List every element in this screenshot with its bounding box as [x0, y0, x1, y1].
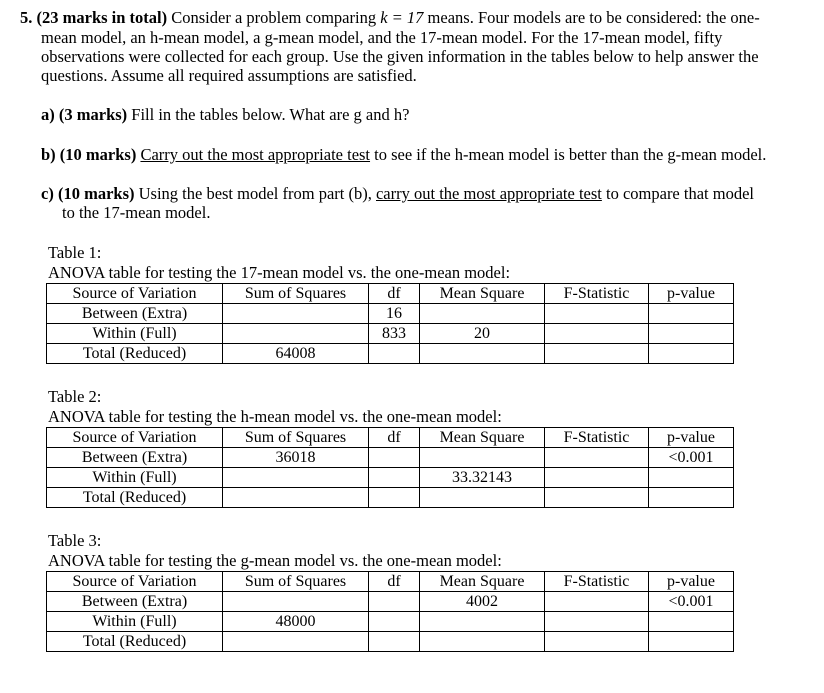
table-cell: [420, 448, 545, 468]
table3-header-row: [47, 572, 734, 592]
table-cell: 48000: [223, 612, 369, 632]
table-cell: [223, 304, 369, 324]
table-cell: [420, 632, 545, 652]
question-marks: (23 marks in total): [36, 8, 168, 27]
table-cell: [369, 468, 420, 488]
table-cell: [223, 632, 369, 652]
part-c-marks: (10 marks): [57, 184, 135, 203]
part-c-underlined: carry out the most appropriate test: [375, 184, 602, 203]
header-ss: Sum of Squares: [223, 428, 369, 448]
header-df: df: [369, 284, 420, 304]
header-p: p-value: [649, 428, 734, 448]
table-cell: [649, 304, 734, 324]
table-cell: [545, 468, 649, 488]
table1: [46, 283, 734, 364]
part-c-text-2: to compare that model: [606, 184, 754, 203]
table-cell: Between (Extra): [47, 448, 223, 468]
table1-header-row: [47, 284, 734, 304]
table-row: [47, 592, 734, 612]
part-c-line-2: to the 17-mean model.: [62, 203, 211, 222]
header-source: Source of Variation: [47, 284, 223, 304]
part-c: [41, 184, 754, 204]
header-f: F-Statistic: [545, 428, 649, 448]
header-source: Source of Variation: [47, 572, 223, 592]
table-cell: 833: [369, 324, 420, 344]
header-p: p-value: [649, 284, 734, 304]
question-line1-rest: Consider a problem comparing: [171, 8, 377, 27]
table-cell: 33.32143: [420, 468, 545, 488]
question-line-1: [20, 8, 760, 28]
table-cell: 64008: [223, 344, 369, 364]
table2: [46, 427, 734, 508]
table-cell: [369, 592, 420, 612]
table-row: [47, 304, 734, 324]
part-a-label: a): [41, 105, 55, 124]
table-cell: [545, 304, 649, 324]
question-number: 5.: [20, 8, 33, 27]
table-cell: [649, 324, 734, 344]
table2-label: Table 2:: [48, 387, 102, 406]
table-cell: Between (Extra): [47, 592, 223, 612]
question-line-2: mean model, an h-mean model, a g-mean model, and the 17-mean model. For the 17-mean model, fifty: [41, 28, 723, 47]
table-cell: Total (Reduced): [47, 488, 223, 508]
header-ms: Mean Square: [420, 572, 545, 592]
table-cell: 20: [420, 324, 545, 344]
table-cell: Total (Reduced): [47, 344, 223, 364]
table-cell: [223, 488, 369, 508]
table-cell: [649, 468, 734, 488]
table-cell: [420, 488, 545, 508]
table-row: [47, 632, 734, 652]
table-cell: [420, 304, 545, 324]
header-ms: Mean Square: [420, 284, 545, 304]
header-df: df: [369, 428, 420, 448]
table-cell: [223, 468, 369, 488]
table-cell: 4002: [420, 592, 545, 612]
header-df: df: [369, 572, 420, 592]
table-row: [47, 488, 734, 508]
question-line-4: questions. Assume all required assumptions are satisfied.: [41, 66, 417, 85]
table-cell: <0.001: [649, 592, 734, 612]
table3-label: Table 3:: [48, 531, 102, 550]
table-cell: 16: [369, 304, 420, 324]
table-cell: [545, 612, 649, 632]
header-f: F-Statistic: [545, 572, 649, 592]
table2-header-row: [47, 428, 734, 448]
question-line-3: observations were collected for each group. Use the given information in the tables below to help answer the: [41, 47, 759, 66]
table-cell: [649, 632, 734, 652]
table2-title: ANOVA table for testing the h-mean model vs. the one-mean model:: [48, 407, 502, 426]
table-cell: [649, 344, 734, 364]
table1-title: ANOVA table for testing the 17-mean model vs. the one-mean model:: [48, 263, 511, 282]
table1-label: Table 1:: [48, 243, 102, 262]
table-row: [47, 324, 734, 344]
header-ss: Sum of Squares: [223, 284, 369, 304]
table-cell: [369, 632, 420, 652]
table-cell: [420, 344, 545, 364]
table-row: [47, 468, 734, 488]
part-b-text: to see if the h-mean model is better than the g-mean model.: [374, 145, 767, 164]
table-cell: [545, 448, 649, 468]
table-cell: [369, 344, 420, 364]
table-cell: [545, 592, 649, 612]
table-cell: [545, 488, 649, 508]
table-cell: Within (Full): [47, 324, 223, 344]
table-cell: 36018: [223, 448, 369, 468]
header-f: F-Statistic: [545, 284, 649, 304]
header-p: p-value: [649, 572, 734, 592]
table-cell: [369, 488, 420, 508]
part-b-label: b): [41, 145, 56, 164]
table-cell: <0.001: [649, 448, 734, 468]
table-cell: [420, 612, 545, 632]
table3-title: ANOVA table for testing the g-mean model vs. the one-mean model:: [48, 551, 502, 570]
table-cell: Within (Full): [47, 468, 223, 488]
header-ss: Sum of Squares: [223, 572, 369, 592]
table-cell: [649, 488, 734, 508]
table-cell: [545, 632, 649, 652]
table3: [46, 571, 734, 652]
part-a-marks: (3 marks): [58, 105, 128, 124]
table-row: [47, 612, 734, 632]
part-c-label: c): [41, 184, 54, 203]
part-a-text: Fill in the tables below. What are g and h?: [131, 105, 410, 124]
table-cell: [545, 344, 649, 364]
table-cell: [545, 324, 649, 344]
header-ms: Mean Square: [420, 428, 545, 448]
part-a: [41, 105, 409, 125]
part-b-marks: (10 marks): [59, 145, 137, 164]
part-c-text-1: Using the best model from part (b),: [138, 184, 372, 203]
table-row: [47, 448, 734, 468]
table-cell: Total (Reduced): [47, 632, 223, 652]
table-cell: [649, 612, 734, 632]
part-b-underlined: Carry out the most appropriate test: [140, 145, 371, 164]
k-expression: k = 17: [380, 8, 424, 27]
table-cell: [223, 324, 369, 344]
part-b: [41, 145, 766, 165]
table-cell: Within (Full): [47, 612, 223, 632]
table-cell: [369, 612, 420, 632]
header-source: Source of Variation: [47, 428, 223, 448]
table-cell: [223, 592, 369, 612]
question-line1-tail: means. Four models are to be considered: the one-: [427, 8, 760, 27]
table-cell: [369, 448, 420, 468]
table-row: [47, 344, 734, 364]
table-cell: Between (Extra): [47, 304, 223, 324]
